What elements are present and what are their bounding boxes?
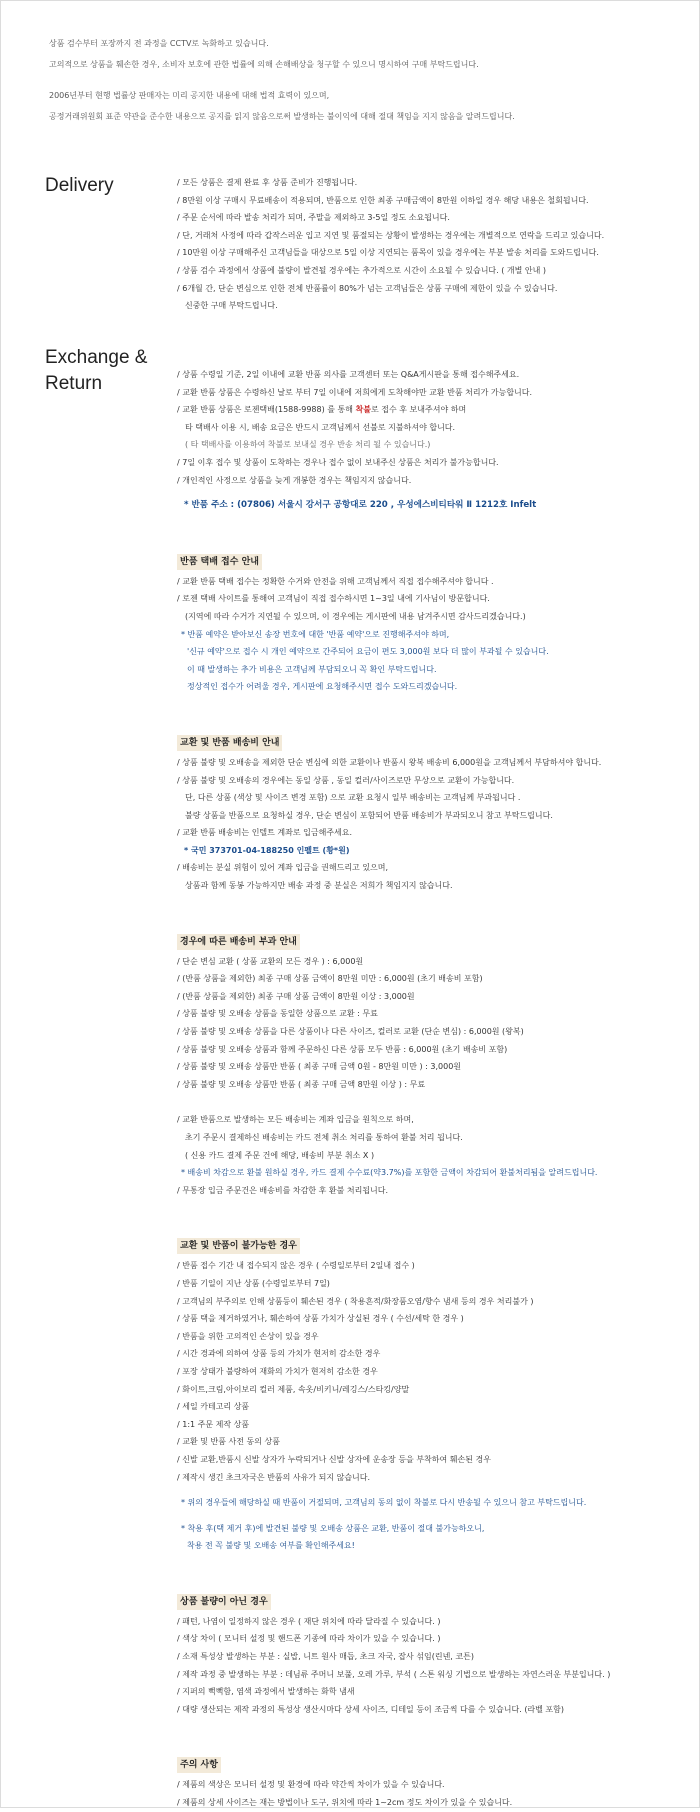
- exchange-heading-line2: Return: [45, 373, 103, 394]
- not-defect-title: 상품 불량이 아닌 경우: [177, 1594, 271, 1610]
- fee-case-line: / 상품 불량 및 오배송 상품을 다른 상품이나 다른 사이즈, 컬러로 교환 (단순 변심) : 6,000원 (왕복): [177, 1027, 524, 1037]
- not-defect-line: / 소재 특성상 발생하는 부분 : 실밥, 니트 원사 매듭, 초크 자국, 잡사 섞임(린넨, 코튼): [177, 1652, 474, 1662]
- unavailable-title: 교환 및 반품이 불가능한 경우: [177, 1238, 300, 1254]
- courier-text: / 교환 반품 상품은 로젠택배(1588-9988) 를 통해: [177, 405, 356, 415]
- unavailable-note: 착용 전 꼭 불량 및 오배송 여부를 확인해주세요!: [187, 1541, 355, 1551]
- exchange-line: / 상품 수령일 기준, 2일 이내에 교환 반품 의사를 고객센터 또는 Q&A게시판을 통해 접수해주세요.: [177, 370, 520, 379]
- courier-cod-highlight: 착불: [355, 405, 372, 415]
- unavailable-line: / 1:1 주문 제작 상품: [177, 1419, 250, 1429]
- intro-line: 공정거래위원회 표준 약관을 준수한 내용으로 공지를 읽지 않음으로써 발생하는 불이익에 대해 절대 책임을 지지 않음을 알려드립니다.: [49, 112, 515, 121]
- unavailable-line: / 시간 경과에 의하여 상품 등의 가치가 현저히 감소한 경우: [177, 1349, 381, 1359]
- exchange-heading-line1: Exchange &: [45, 347, 148, 368]
- pickup-title: 반품 택배 접수 안내: [177, 554, 262, 570]
- not-defect-line: / 패턴, 나염이 일정하지 않은 경우 ( 재단 위치에 따라 달라질 수 있습니다. ): [177, 1616, 441, 1626]
- pickup-note: 이 때 발생하는 추가 비용은 고객님께 부담되오니 꼭 확인 부탁드립니다.: [187, 664, 437, 674]
- delivery-line: / 단, 거래처 사정에 따라 갑작스러운 입고 지연 및 품절되는 상황이 발생하는 경우에는 개별적으로 연락을 드리고 있습니다.: [177, 230, 605, 240]
- intro-line: 상품 검수부터 포장까지 전 과정을 CCTV로 녹화하고 있습니다.: [49, 39, 269, 48]
- pickup-line: (지역에 따라 수거가 지연될 수 있으며, 이 경우에는 게시판에 내용 남겨주시면 감사드리겠습니다.): [185, 611, 526, 621]
- exchange-line: / 개인적인 사정으로 상품을 늦게 개봉한 경우는 책임지지 않습니다.: [177, 475, 412, 485]
- caution-title: 주의 사항: [177, 1757, 221, 1773]
- bank-account: * 국민 373701-04-188250 인펠트 (황*원): [184, 845, 350, 855]
- not-defect-line: / 지퍼의 뻑뻑함, 염색 과정에서 발생하는 화학 냄새: [177, 1687, 355, 1697]
- unavailable-line: / 교환 및 반품 사전 동의 상품: [177, 1437, 280, 1447]
- pickup-note: '신규 예약'으로 접수 시 개인 예약으로 간주되어 요금이 편도 3,000원 보다 더 많이 부과될 수 있습니다.: [187, 647, 549, 657]
- shipping-fee-title: 교환 및 반품 배송비 안내: [177, 735, 282, 751]
- delivery-line: 신중한 구매 부탁드립니다.: [185, 301, 278, 311]
- fee-case-note: * 배송비 차감으로 환불 원하실 경우, 카드 결제 수수료(약3.7%)를 포함한 금액이 차감되어 환불처리됨을 알려드립니다.: [181, 1168, 598, 1178]
- fee-case-line: / 단순 변심 교환 ( 상품 교환의 모든 경우 ) : 6,000원: [177, 956, 364, 966]
- unavailable-line: / 반품을 위한 고의적인 손상이 있을 경우: [177, 1331, 319, 1341]
- fee-case-line: / 상품 불량 및 오배송 상품과 함께 주문하신 다른 상품 모두 반품 : 6,000원 (초기 배송비 포함): [177, 1044, 508, 1054]
- fee-case-line: / (반품 상품을 제외한) 최종 구매 상품 금액이 8만원 이상 : 3,000원: [177, 991, 415, 1001]
- unavailable-line: / 제작시 생긴 초크자국은 반품의 사유가 되지 않습니다.: [177, 1472, 371, 1482]
- fee-case-line: / 상품 불량 및 오배송 상품만 반품 ( 최종 구매 금액 8만원 이상 ) : 무료: [177, 1079, 426, 1089]
- unavailable-line: / 세일 카테고리 상품: [177, 1402, 250, 1412]
- unavailable-note: * 착용 후(택 제거 후)에 발견된 불량 및 오배송 상품은 교환, 반품이 절대 불가능하오니,: [181, 1523, 485, 1533]
- shipping-fee-line: 상품과 함께 동봉 가능하지만 배송 과정 중 분실은 저희가 책임지지 않습니다.: [185, 881, 453, 891]
- delivery-heading: Delivery: [45, 175, 114, 196]
- fee-case-line: / 상품 불량 및 오배송 상품만 반품 ( 최종 구매 금액 0원 - 8만원 미만 ) : 3,000원: [177, 1062, 462, 1072]
- exchange-line: / 교환 반품 상품은 수령하신 날로 부터 7일 이내에 저희에게 도착해야만 교환 반품 처리가 가능합니다.: [177, 387, 533, 397]
- unavailable-line: / 화이트,크림,아이보리 컬러 제품, 속옷/비키니/레깅스/스타킹/양말: [177, 1384, 410, 1394]
- fee-case-line: / 교환 반품으로 발생하는 모든 배송비는 계좌 입금을 원칙으로 하며,: [177, 1115, 414, 1125]
- fee-cases-title: 경우에 따른 배송비 부과 안내: [177, 934, 300, 950]
- fee-case-line: / (반품 상품을 제외한) 최종 구매 상품 금액이 8만원 미만 : 6,000원 (초기 배송비 포함): [177, 974, 483, 984]
- courier-text-end: 로 접수 후 보내주셔야 하며: [371, 405, 467, 415]
- not-defect-line: / 색상 차이 ( 모니터 설정 및 핸드폰 기종에 따라 차이가 있을 수 있습니다. ): [177, 1634, 441, 1644]
- shipping-fee-line: 단, 다른 상품 (색상 및 사이즈 변경 포함) 으로 교환 요청시 일부 배송비는 고객님께 부과됩니다 .: [185, 793, 521, 803]
- fee-case-line: / 상품 불량 및 오배송 상품을 동일한 상품으로 교환 : 무료: [177, 1009, 378, 1019]
- shipping-fee-line: / 상품 불량 및 오배송의 경우에는 동일 상품 , 동일 컬러/사이즈로만 무상으로 교환이 가능합니다.: [177, 775, 515, 785]
- not-defect-line: / 제작 과정 중 발생하는 부분 : 데님류 주머니 보풀, 오레 가루, 부석 ( 스톤 워싱 기법으로 발생하는 자연스러운 부분입니다. ): [177, 1669, 611, 1679]
- exchange-line: 타 택배사 이용 시, 배송 요금은 반드시 고객님께서 선불로 지불하셔야 합니다.: [185, 422, 456, 432]
- pickup-line: / 교환 반품 택배 접수는 정확한 수거와 안전을 위해 고객님께서 직접 접수해주셔야 합니다 .: [177, 576, 494, 586]
- exchange-courier-line: [177, 401, 687, 419]
- fee-case-line: ( 신용 카드 결제 주문 건에 해당, 배송비 부분 취소 X ): [185, 1150, 375, 1160]
- unavailable-line: / 포장 상태가 불량하여 재화의 가치가 현저히 감소한 경우: [177, 1366, 378, 1376]
- unavailable-line: / 신발 교환,반품시 신발 상자가 누락되거나 신발 상자에 운송장 등을 부착하여 훼손된 경우: [177, 1454, 491, 1464]
- intro-line: 고의적으로 상품을 훼손한 경우, 소비자 보호에 관한 법률에 의해 손해배상을 청구할 수 있으니 명시하여 구매 부탁드립니다.: [49, 60, 479, 69]
- exchange-section: [177, 366, 687, 1812]
- delivery-line: / 모든 상품은 결제 완료 후 상품 준비가 진행됩니다.: [177, 178, 358, 187]
- caution-line: / 제품의 상세 사이즈는 재는 방법이나 도구, 위치에 따라 1~2cm 정도 차이가 있을 수 있습니다.: [177, 1798, 513, 1808]
- exchange-line: ( 타 택배사를 이용하여 착불로 보내실 경우 반송 처리 될 수 있습니다.): [185, 440, 431, 450]
- caution-line: / 제품의 색상은 모니터 설정 및 환경에 따라 약간씩 차이가 있을 수 있습니다.: [177, 1780, 445, 1790]
- unavailable-line: / 반품 접수 기간 내 접수되지 않은 경우 ( 수령일로부터 2일내 접수 ): [177, 1261, 415, 1271]
- not-defect-line: / 대량 생산되는 제작 과정의 특성상 생산시마다 상세 사이즈, 디테일 등이 조금씩 다를 수 있습니다. (라벨 포함): [177, 1704, 565, 1714]
- exchange-heading: [45, 345, 147, 397]
- pickup-line: / 로젠 택배 사이트를 통해여 고객님이 직접 접수하시면 1~3일 내에 기사님이 방문합니다.: [177, 594, 490, 604]
- unavailable-line: / 고객님의 부주의로 인해 상품등이 훼손된 경우 ( 착용흔적/화장품오염/향수 냄새 등의 경우 처리불가 ): [177, 1296, 534, 1306]
- delivery-line: / 8만원 이상 구매시 무료배송이 적용되며, 반품으로 인한 최종 구매금액이 8만원 이하일 경우 해당 내용은 철회됩니다.: [177, 195, 589, 205]
- intro-notice: [49, 33, 669, 127]
- delivery-section: [177, 174, 687, 315]
- exchange-line: / 7일 이후 접수 및 상품이 도착하는 경우나 접수 없이 보내주신 상품은 처리가 불가능합니다.: [177, 457, 499, 467]
- shipping-fee-line: / 교환 반품 배송비는 인텔트 계좌로 입금해주세요.: [177, 828, 353, 838]
- pickup-note: 정상적인 접수가 어려울 경우, 게시판에 요청해주시면 접수 도와드리겠습니다.: [187, 682, 458, 692]
- return-address: * 반품 주소 : (07806) 서울시 강서구 공항대로 220 , 우성에스비티타워 Ⅱ 1212호 Infelt: [184, 500, 537, 511]
- unavailable-line: / 상품 택을 제거하였거나, 훼손하여 상품 가치가 상실된 경우 ( 수선/세탁 한 경우 ): [177, 1314, 464, 1324]
- delivery-line: / 10만원 이상 구매해주신 고객님들을 대상으로 5일 이상 지연되는 품목이 있을 경우에는 부분 발송 처리를 도와드립니다.: [177, 248, 599, 258]
- delivery-line: / 상품 검수 과정에서 상품에 불량이 발견될 경우에는 추가적으로 시간이 소요될 수 있습니다. ( 개별 안내 ): [177, 265, 547, 275]
- delivery-line: / 주문 순서에 따라 발송 처리가 되며, 주말을 제외하고 3-5일 정도 소요됩니다.: [177, 213, 450, 223]
- shipping-fee-line: / 배송비는 분실 위험이 있어 계좌 입금을 권해드리고 있으며,: [177, 863, 389, 873]
- fee-case-line: 초기 주문시 결제하신 배송비는 카드 전체 취소 처리를 통하여 환불 처리 됩니다.: [185, 1133, 463, 1142]
- shipping-fee-line: / 상품 불량 및 오배송을 제외한 단순 변심에 의한 교환이나 반품시 왕복 배송비 6,000원을 고객님께서 부담하셔야 합니다.: [177, 757, 602, 767]
- unavailable-line: / 반품 기일이 지난 상품 (수령일로부터 7일): [177, 1278, 330, 1288]
- unavailable-note: * 위의 경우들에 해당하실 때 반품이 거절되며, 고객님의 동의 없이 착불로 다시 반송될 수 있으니 참고 부탁드립니다.: [181, 1498, 587, 1508]
- shipping-fee-line: 불량 상품을 반품으로 요청하실 경우, 단순 변심이 포함되어 반품 배송비가 부과되오니 참고 부탁드립니다.: [185, 810, 553, 820]
- fee-case-line: / 무통장 입금 주문건은 배송비를 차감한 후 환불 처리됩니다.: [177, 1185, 389, 1195]
- pickup-note: * 반품 예약은 받아보신 송장 번호에 대한 '반품 예약'으로 진행해주셔야 하며,: [181, 629, 450, 639]
- delivery-line: / 6개월 간, 단순 변심으로 인한 전체 반품률이 80%가 넘는 고객님들은 상품 구매에 제한이 있을 수 있습니다.: [177, 283, 558, 293]
- intro-line: 2006년부터 현행 법률상 판매자는 미리 공지한 내용에 대해 법적 효력이 있으며,: [49, 91, 330, 100]
